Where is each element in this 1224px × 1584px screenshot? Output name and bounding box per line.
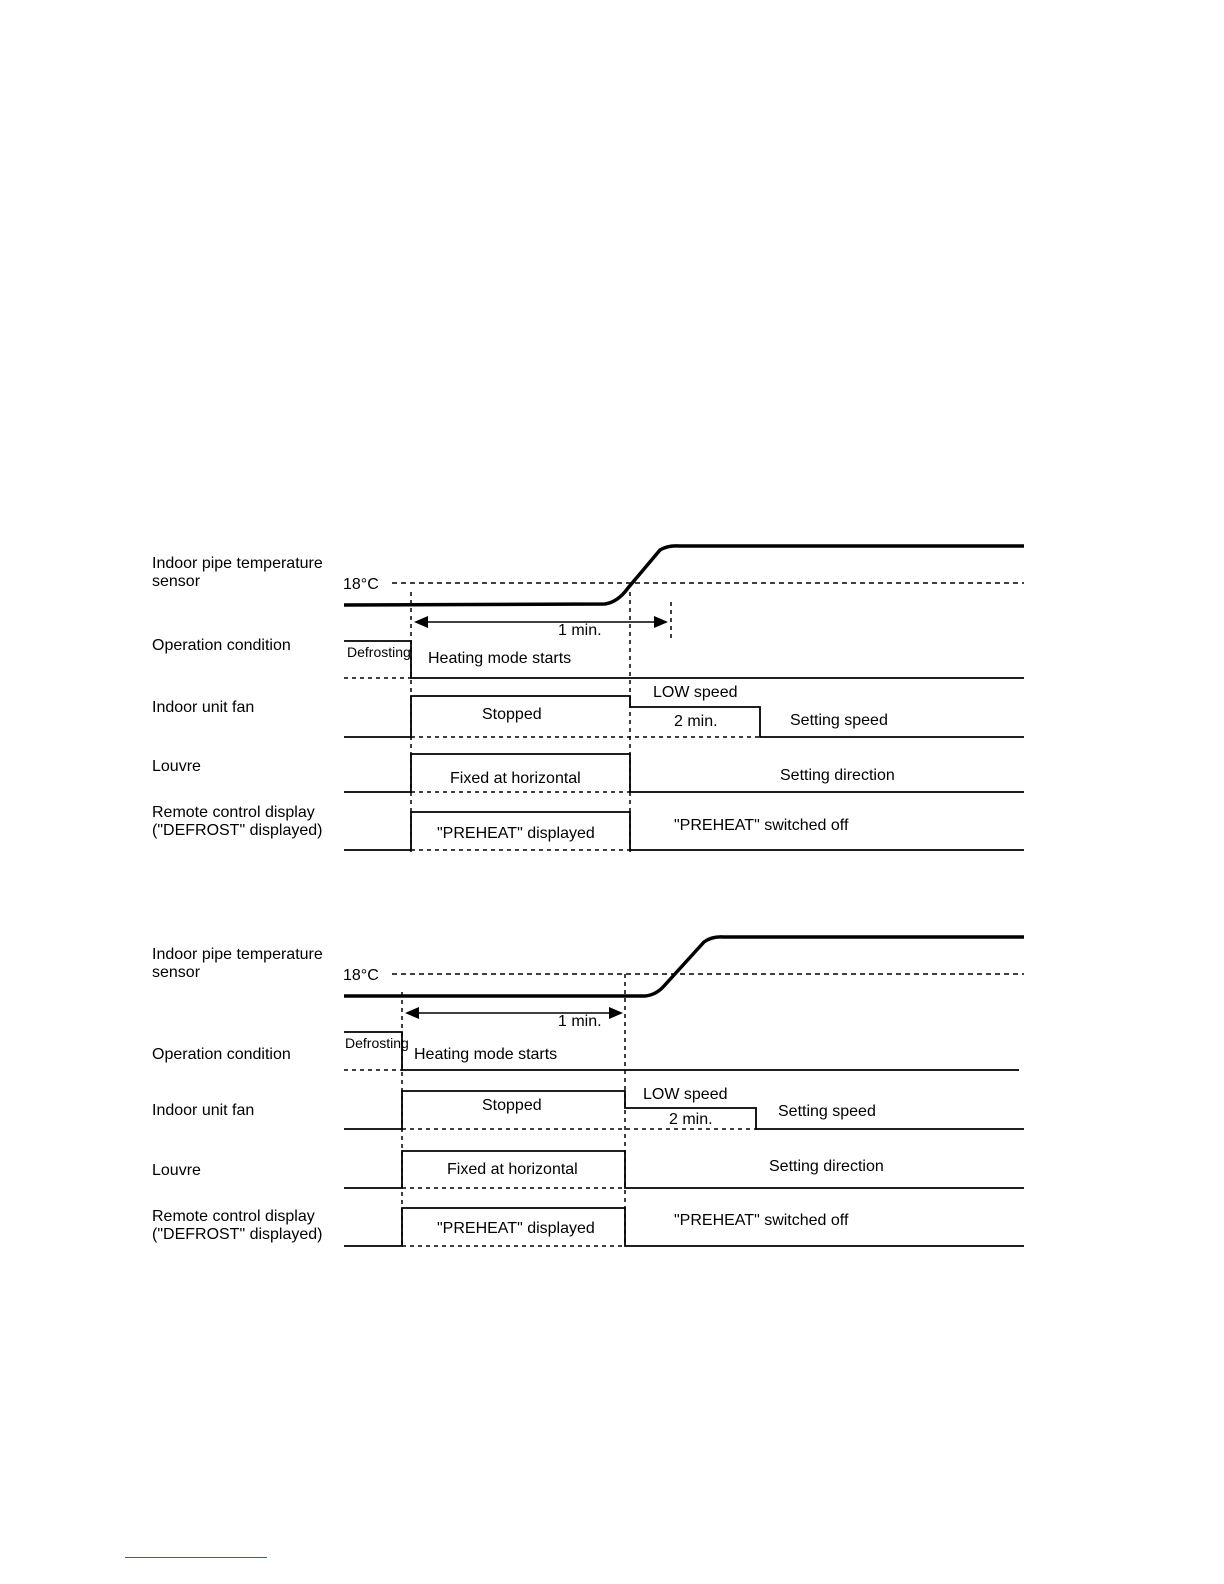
- preheat-displayed-label: "PREHEAT" displayed: [437, 1220, 595, 1237]
- defrosting-label: Defrosting: [347, 644, 411, 660]
- low-speed-label: LOW speed: [643, 1086, 728, 1103]
- preheat-off-label: "PREHEAT" switched off: [674, 1212, 849, 1229]
- row-label-fan: Indoor unit fan: [152, 699, 255, 716]
- preheat-off-label: "PREHEAT" switched off: [674, 817, 849, 834]
- stopped-label: Stopped: [482, 1097, 542, 1114]
- two-minute-label: 2 min.: [669, 1111, 713, 1128]
- one-minute-label: 1 min.: [558, 1013, 602, 1030]
- one-minute-label: 1 min.: [558, 622, 602, 639]
- defrosting-label: Defrosting: [345, 1035, 409, 1051]
- timing-diagram-1: [0, 530, 1224, 890]
- stopped-label: Stopped: [482, 706, 542, 723]
- setting-direction-label: Setting direction: [769, 1158, 884, 1175]
- two-minute-label: 2 min.: [674, 713, 718, 730]
- setting-direction-label: Setting direction: [780, 767, 895, 784]
- heating-starts-label: Heating mode starts: [414, 1046, 558, 1063]
- heating-starts-label: Heating mode starts: [428, 650, 572, 667]
- row-label-pipe-sensor: Indoor pipe temperature sensor: [152, 946, 323, 981]
- setting-speed-label: Setting speed: [790, 712, 888, 729]
- setting-speed-label: Setting speed: [778, 1103, 876, 1120]
- preheat-displayed-label: "PREHEAT" displayed: [437, 825, 595, 842]
- row-label-fan: Indoor unit fan: [152, 1102, 255, 1119]
- row-label-remote: Remote control display ("DEFROST" displayed): [152, 1208, 323, 1243]
- temp-threshold-label: 18°C: [343, 967, 379, 984]
- row-label-remote: Remote control display ("DEFROST" displayed): [152, 804, 323, 839]
- footer-rule: [125, 1557, 267, 1558]
- low-speed-label: LOW speed: [653, 684, 738, 701]
- row-label-louvre: Louvre: [152, 1162, 201, 1179]
- fixed-horizontal-label: Fixed at horizontal: [447, 1161, 578, 1178]
- row-label-operation: Operation condition: [152, 1046, 291, 1063]
- timing-diagram-2: [0, 920, 1224, 1280]
- row-label-pipe-sensor: Indoor pipe temperature sensor: [152, 555, 323, 590]
- fixed-horizontal-label: Fixed at horizontal: [450, 770, 581, 787]
- row-label-operation: Operation condition: [152, 637, 291, 654]
- temp-threshold-label: 18°C: [343, 576, 379, 593]
- row-label-louvre: Louvre: [152, 758, 201, 775]
